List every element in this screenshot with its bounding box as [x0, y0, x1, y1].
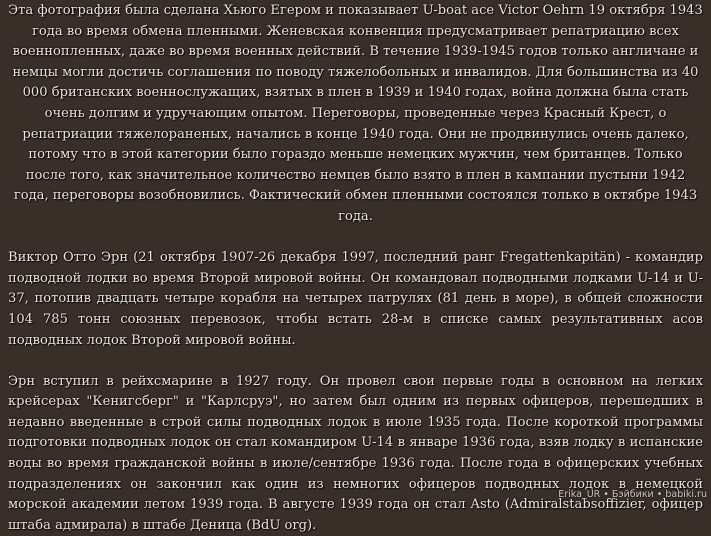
site-watermark: Erika_UR • Бэйбики • babiki.ru — [558, 489, 707, 500]
paragraph-spacer — [8, 351, 703, 372]
paragraph-career: Эрн вступил в рейхсмарине в 1927 году. Он провел свои первые годы в основном на легких крейсерах "Кенигсберг" и "Карлсруэ", но затем был одним из первых офицеров, перешедших в недавно введенные в строй силы подводных лодок в июле 1935 года. После короткой программы подготовки подводных лодок он стал командиром U-14 в январе 1936 года, взяв лодку в испанские воды во время гражданской войны в июле/сентябре 1936 года. После года в офицерских учебных подразделениях он закончил как один из немногих офицеров подводных лодок в немецкой морской академии летом 1939 года. В августе 1939 года он стал Asto (Admiralstabsoffizier, офицер штаба адмирала) в штабе Деница (BdU org). — [8, 373, 703, 533]
paragraph-biography: Виктор Отто Эрн (21 октября 1907-26 декабря 1997, последний ранг Fregattenkapitän) - командир подводной лодки во время Второй мировой войны. Он командовал подводными лодками U-14 и U-37, потопив двадцать четыре корабля на четырех патрулях (81 день в море), в общей сложности 104 785 тонн союзных перевозок, чтобы встать 28-м в списке самых результативных асов подводных лодок Второй мировой войны. — [8, 250, 703, 348]
paragraph-photo-caption: Эта фотография была сделана Хьюго Егером и показывает U-boat ace Victor Oehrn 19 октября 1943 года во время обмена пленными. Женевская конвенция предусматривает репатриацию всех военнопленных, даже во время военных действий. В течение 1939-1945 годов только англичане и немцы могли достичь соглашения по поводу тяжелобольных и инвалидов. Для большинства из 40 000 британских военнослужащих, взятых в плен в 1939 и 1940 годах, война должна была стать очень долгим и удручающим опытом. Переговоры, проведенные через Красный Крест, о репатриации тяжелораненых, начались в конце 1940 года. Они не продвинулись очень далеко, потому что в этой категории было гораздо меньше немецких мужчин, чем британцев. Только после того, как значительное количество немцев было взято в плен в кампании пустыни 1942 года, переговоры возобновились. Фактический обмен пленными состоялся только в октябре 1943 года. — [8, 3, 703, 224]
article-text — [8, 0, 703, 536]
paragraph-spacer — [8, 228, 703, 249]
